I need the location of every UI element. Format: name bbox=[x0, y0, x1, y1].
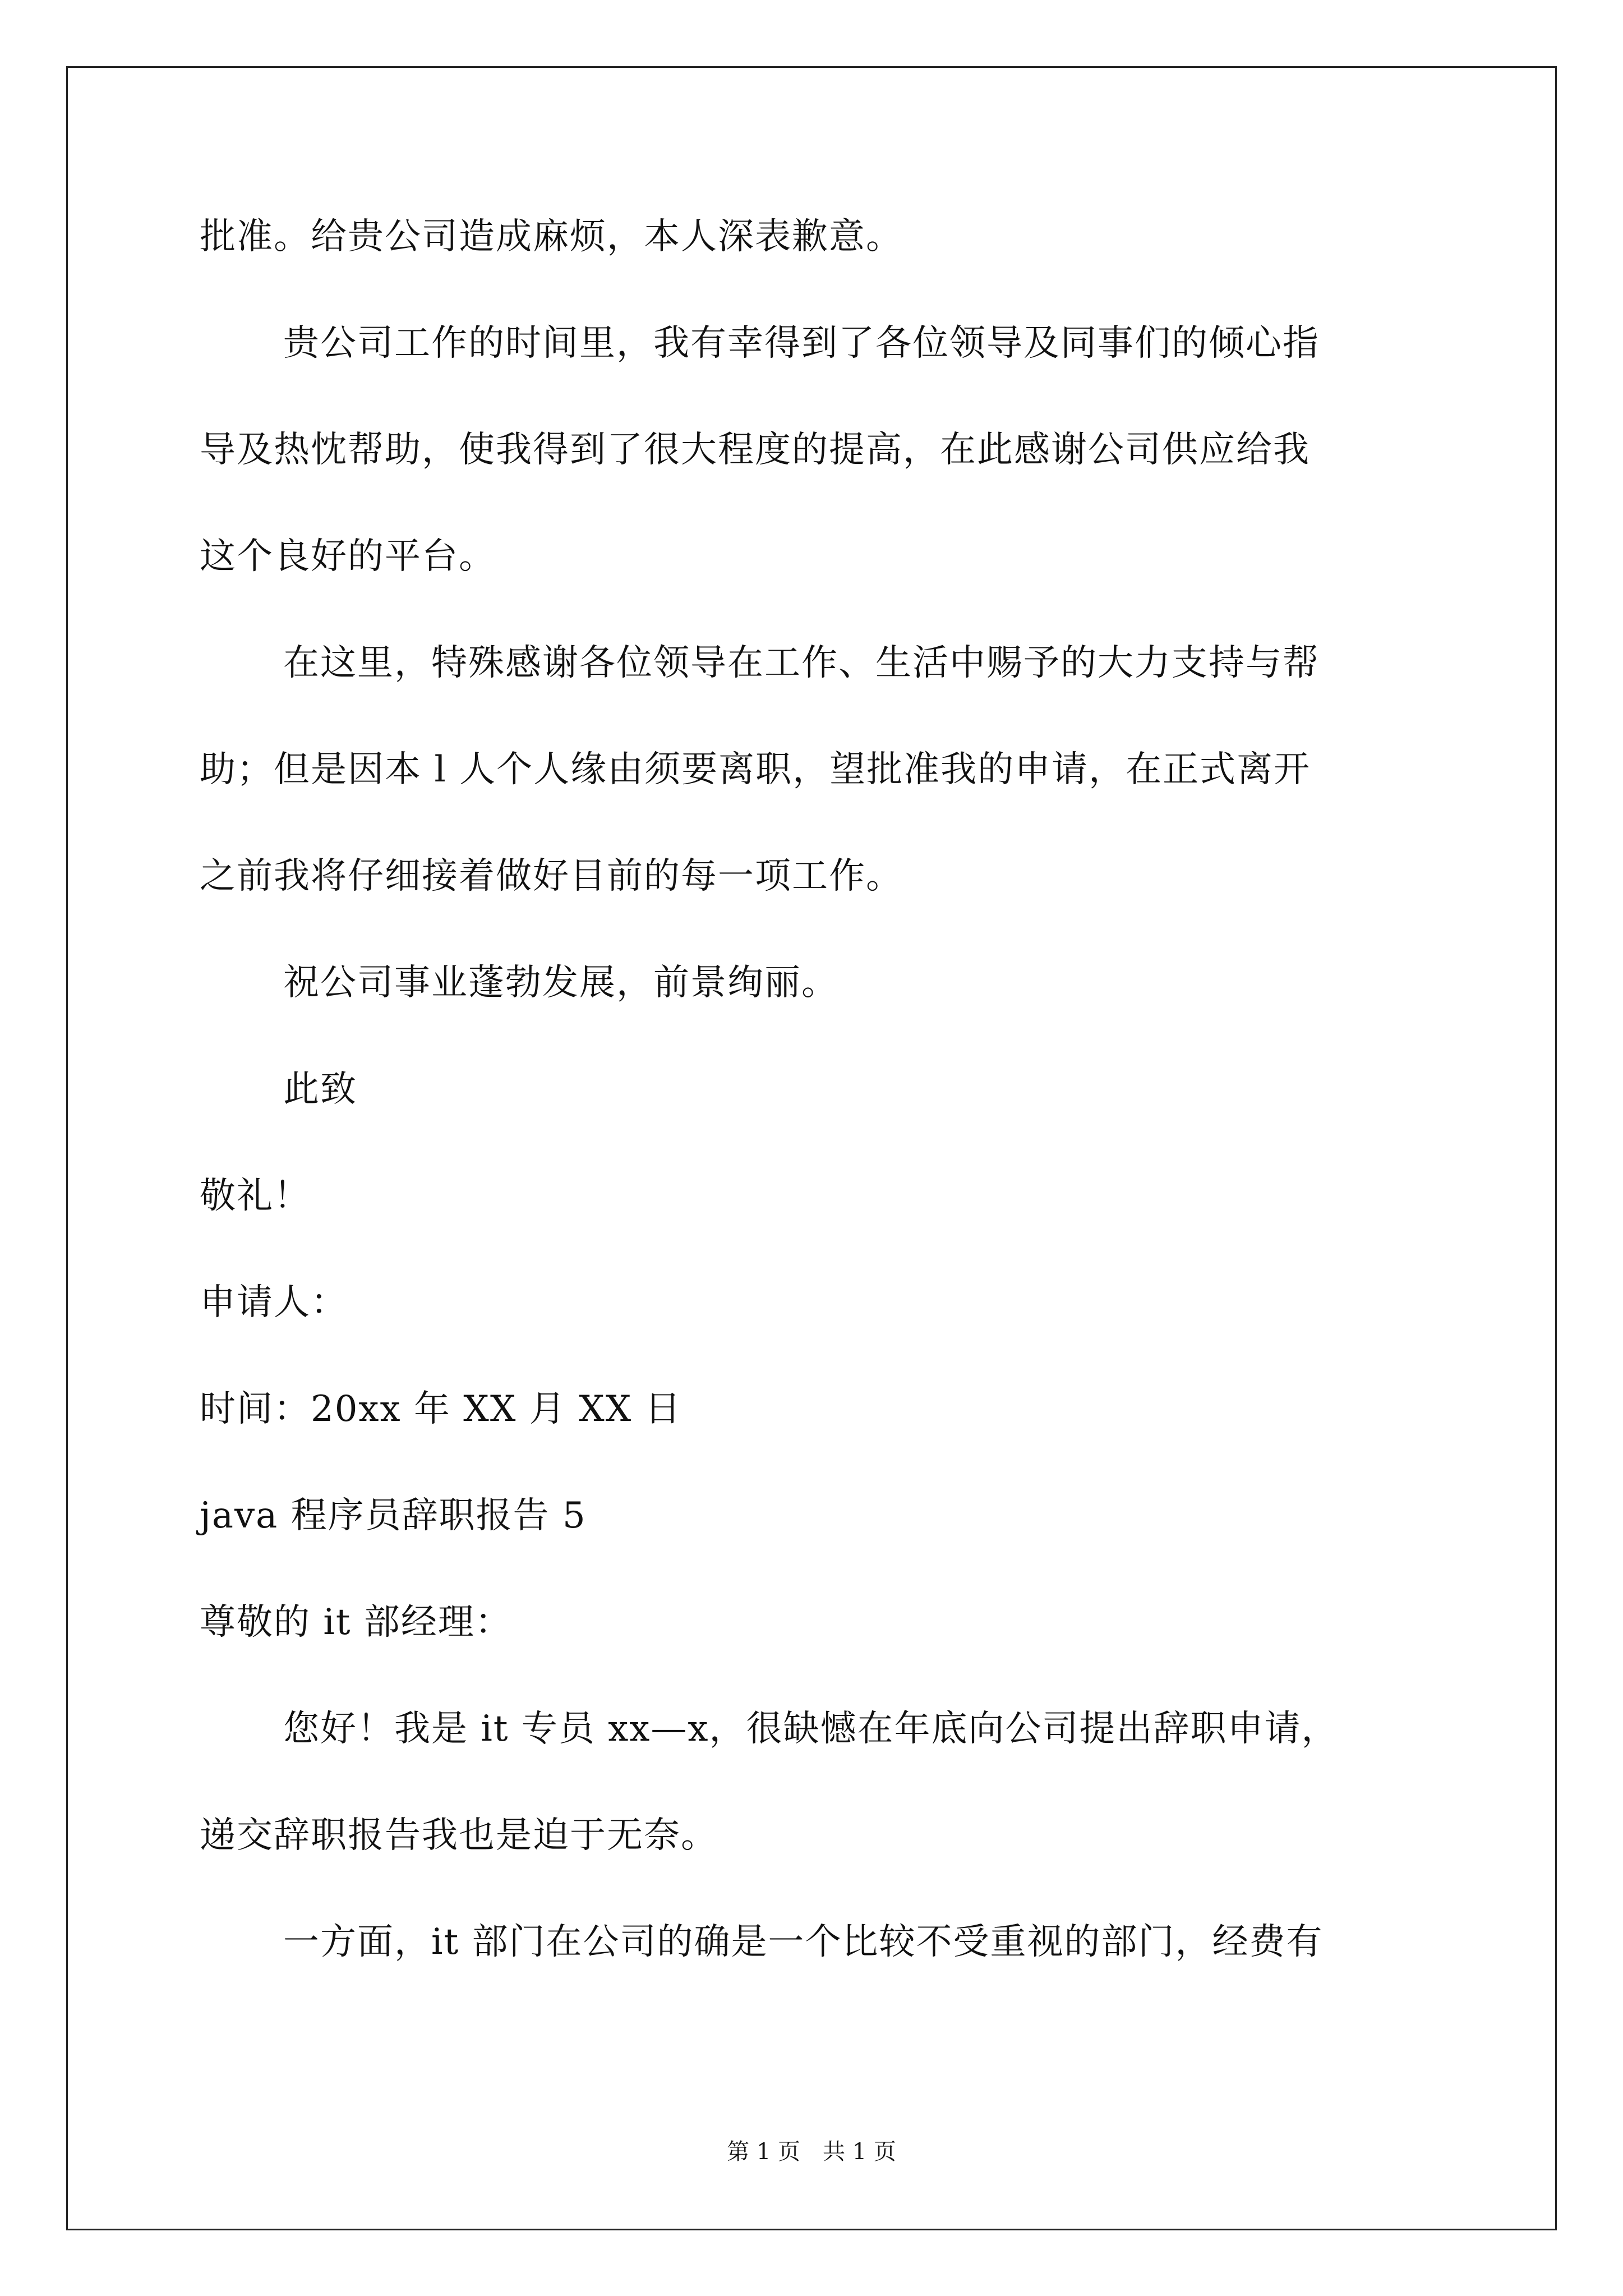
text-line-2: 贵公司工作的时间里，我有幸得到了各位领导及同事们的倾心指 bbox=[283, 323, 1320, 364]
text-line-6: 助；但是因本 l 人个人缘由须要离职，望批准我的申请，在正式离开 bbox=[200, 749, 1311, 790]
text-line-3: 导及热忱帮助，使我得到了很大程度的提高，在此感谢公司供应给我 bbox=[200, 429, 1310, 471]
text-line-16: 递交辞职报告我也是迫于无奈。 bbox=[200, 1815, 718, 1856]
text-line-12: 时间：20xx 年 XX 月 XX 日 bbox=[200, 1388, 682, 1430]
text-line-1: 批准。给贵公司造成麻烦，本人深表歉意。 bbox=[200, 216, 903, 257]
text-line-11: 申请人： bbox=[200, 1282, 348, 1323]
text-line-10: 敬礼！ bbox=[200, 1175, 311, 1217]
section-heading: java 程序员辞职报告 5 bbox=[200, 1495, 587, 1536]
text-line-8: 祝公司事业蓬勃发展，前景绚丽。 bbox=[283, 962, 838, 1004]
text-line-9: 此致 bbox=[283, 1069, 357, 1110]
text-line-4: 这个良好的平台。 bbox=[200, 536, 496, 577]
text-line-17: 一方面，it 部门在公司的确是一个比较不受重视的部门，经费有 bbox=[283, 1921, 1324, 1963]
page-footer: 第 1 页 共 1 页 bbox=[727, 2139, 896, 2165]
text-line-5: 在这里，特殊感谢各位领导在工作、生活中赐予的大力支持与帮 bbox=[283, 642, 1320, 684]
text-line-7: 之前我将仔细接着做好目前的每一项工作。 bbox=[200, 855, 903, 897]
page-border bbox=[66, 66, 1557, 2230]
text-line-15: 您好！我是 it 专员 xx—x，很缺憾在年底向公司提出辞职申请， bbox=[283, 1708, 1339, 1750]
salutation: 尊敬的 it 部经理： bbox=[200, 1602, 512, 1643]
